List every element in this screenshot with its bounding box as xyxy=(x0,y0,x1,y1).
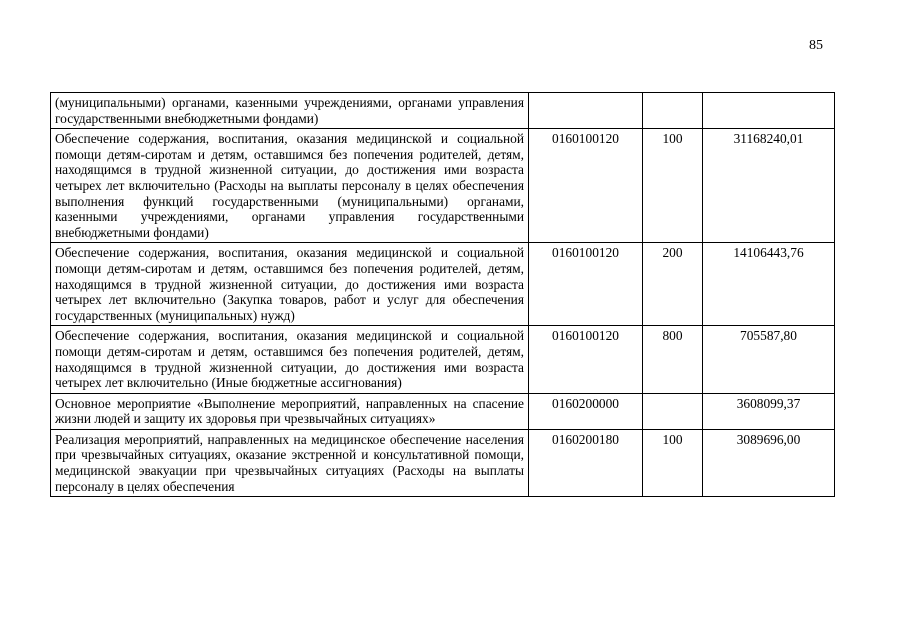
budget-table xyxy=(50,92,835,497)
page-number: 85 xyxy=(809,38,823,53)
row-expense-type: 200 xyxy=(643,243,703,326)
row-amount: 3089696,00 xyxy=(703,429,835,496)
row-description: Реализация мероприятий, направленных на медицинское обеспечение населения при чрезвычайных ситуациях, оказание экстренной и консультативной помощи, медицинской эвакуации при чрезвычайных ситуациях (Расходы на выплаты персоналу в целях обеспечения xyxy=(51,429,529,496)
row-description: Обеспечение содержания, воспитания, оказания медицинской и социальной помощи детям-сиротам и детям, оставшимся без попечения родителей, детям, находящимся в трудной жизненной ситуации, до достижения ими возраста четырех лет включительно (Иные бюджетные ассигнования) xyxy=(51,326,529,393)
row-amount: 705587,80 xyxy=(703,326,835,393)
table-row xyxy=(51,129,835,243)
table-row xyxy=(51,393,835,429)
row-description: Обеспечение содержания, воспитания, оказания медицинской и социальной помощи детям-сиротам и детям, оставшимся без попечения родителей, детям, находящимся в трудной жизненной ситуации, до достижения ими возраста четырех лет включительно (Закупка товаров, работ и услуг для обеспечения государственных (муниципальных) нужд) xyxy=(51,243,529,326)
row-amount: 14106443,76 xyxy=(703,243,835,326)
row-target-code: 0160200000 xyxy=(529,393,643,429)
row-description: Обеспечение содержания, воспитания, оказания медицинской и социальной помощи детям-сиротам и детям, оставшимся без попечения родителей, детям, находящимся в трудной жизненной ситуации, до достижения ими возраста четырех лет включительно (Расходы на выплаты персоналу в целях обеспечения выполнения функций государственными (муниципальными) органами, казенными учреждениями, органами управления государственными внебюджетными фондами) xyxy=(51,129,529,243)
row-expense-type: 100 xyxy=(643,429,703,496)
row-target-code: 0160100120 xyxy=(529,129,643,243)
row-target-code: 0160100120 xyxy=(529,243,643,326)
row-expense-type xyxy=(643,93,703,129)
table-row xyxy=(51,429,835,496)
row-expense-type xyxy=(643,393,703,429)
row-expense-type: 100 xyxy=(643,129,703,243)
row-target-code: 0160200180 xyxy=(529,429,643,496)
row-expense-type: 800 xyxy=(643,326,703,393)
row-amount xyxy=(703,93,835,129)
row-target-code xyxy=(529,93,643,129)
row-description: (муниципальными) органами, казенными учреждениями, органами управления государственными внебюджетными фондами) xyxy=(51,93,529,129)
table-row xyxy=(51,326,835,393)
row-description: Основное мероприятие «Выполнение мероприятий, направленных на спасение жизни людей и защиту их здоровья при чрезвычайных ситуациях» xyxy=(51,393,529,429)
table-row xyxy=(51,93,835,129)
row-amount: 3608099,37 xyxy=(703,393,835,429)
row-amount: 31168240,01 xyxy=(703,129,835,243)
table-row xyxy=(51,243,835,326)
row-target-code: 0160100120 xyxy=(529,326,643,393)
